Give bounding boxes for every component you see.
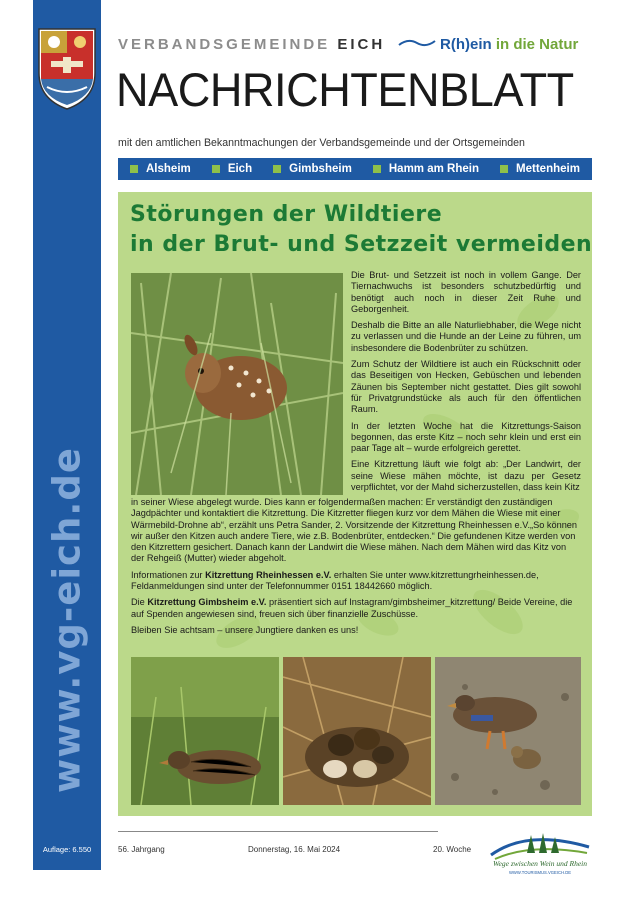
- headline-line-1: Störungen der Wildtiere: [130, 202, 443, 227]
- ducklings-in-nest-photo: [283, 657, 431, 805]
- village-item: [500, 163, 580, 175]
- info-paragraph-gimbsheim: [131, 597, 581, 620]
- tourism-slogan: Wege zwischen Wein und Rhein: [492, 859, 588, 868]
- municipality-title: [118, 36, 385, 53]
- tagline-rhein: R(h)ein: [440, 36, 492, 53]
- print-run: Auflage: 6.550: [42, 845, 92, 854]
- newspaper-title: NACHRICHTENBLATT: [116, 63, 574, 116]
- info-text: präsentiert sich auf Instagram/gimbsheimer_kitzrettung/ Beide Vereine, die auf Spenden angewiesen sind, freuen sich über finanzielle Zuschüsse.: [131, 597, 573, 619]
- volume-number: 56. Jahrgang: [118, 845, 165, 854]
- square-bullet-icon: [212, 165, 220, 173]
- issue-week: 20. Woche: [433, 845, 472, 854]
- headline-line-2: in der Brut- und Setzzeit vermeiden: [130, 232, 593, 257]
- square-bullet-icon: [373, 165, 381, 173]
- website-url-vertical[interactable]: www.vg-eich.de: [45, 447, 89, 793]
- tagline: [440, 36, 578, 53]
- article-paragraph: In der letzten Woche hat die Kitzrettungs-Saison begonnen, das erste Kitz – noch sehr klein und erst ein paar Tage alt – wurde erfolgreich gerettet.: [351, 420, 581, 454]
- tagline-natur: in die Natur: [495, 36, 579, 53]
- article-paragraph: Deshalb die Bitte an alle Naturliebhaber, die Wege nicht zu verlassen und die Hunde an der Leine zu führen, um insbesondere die Bodenbrüter zu schützen.: [351, 320, 581, 353]
- article-column-full: [131, 497, 581, 641]
- org-name: Kitzrettung Rheinhessen e.V.: [205, 569, 332, 580]
- municipality-name: EICH: [337, 36, 386, 53]
- village-item: [373, 163, 479, 175]
- square-bullet-icon: [273, 165, 281, 173]
- article-headline: [130, 200, 592, 260]
- tourism-url: WWW.TOURISMUS.VGEICH.DE: [508, 870, 572, 875]
- info-paragraph-rheinhessen: [131, 570, 581, 593]
- village-label: Hamm am Rhein: [388, 163, 479, 175]
- issue-date: Donnerstag, 16. Mai 2024: [248, 845, 341, 854]
- municipality-prefix: VERBANDSGEMEINDE: [118, 36, 331, 53]
- info-text: erhalten Sie unter www.kitzrettungrheinhessen.de, Feldanmeldungen sind unter der Telefonnummer 0151 18442660 möglich.: [131, 569, 539, 592]
- tourism-logo[interactable]: [487, 827, 593, 877]
- footer-divider: [118, 831, 438, 832]
- duck-with-duckling-photo: [435, 657, 581, 805]
- wave-icon: [398, 38, 436, 48]
- fawn-in-grass-photo: [131, 273, 343, 495]
- village-item: [273, 163, 352, 175]
- article-paragraph: Die Brut- und Setzzeit ist noch in vollem Gange. Der Tiernachwuchs ist besonders schutzbedürftig und benötigt auch noch in dieser Zeit Ruhe und Geborgenheit.: [351, 270, 581, 314]
- village-item: [212, 163, 252, 175]
- village-bar: [118, 158, 592, 180]
- village-label: Mettenheim: [516, 163, 580, 175]
- closing-line: Bleiben Sie achtsam – unsere Jungtiere danken es uns!: [131, 624, 359, 635]
- village-label: Alsheim: [146, 163, 191, 175]
- info-text: Informationen zur: [131, 569, 206, 580]
- square-bullet-icon: [130, 165, 138, 173]
- village-label: Gimbsheim: [289, 163, 352, 175]
- village-item: [130, 163, 191, 175]
- coat-of-arms-logo: [33, 25, 101, 113]
- info-text: Die: [131, 597, 148, 608]
- duck-on-grass-photo: [131, 657, 279, 805]
- article-column-right: [351, 270, 581, 493]
- newspaper-subline: mit den amtlichen Bekanntmachungen der Verbandsgemeinde und der Ortsgemeinden: [118, 137, 525, 149]
- article-paragraph: in seiner Wiese abgelegt wurde. Dies kann er folgendermaßen machen: Er verständigt den zuständigen Jagdpächter und kontaktiert die Kitzrettung. Die Kitzretter fliegen kurz vor dem Mähen die Wiese mit einer Wärmebild-Drohne ab“, erzählt uns Petra Sander, 2. Vorsitzende der Kitzrettung Rheinhessen e.V.„So können wir außer den Kitzen auch andere Tiere, wie z.B. Bodenbrüter, entdecken.“ Die gefundenen Kitze werden von den Kitzrettern gesichert. Danach kann der Landwirt die Wiese mähen. Nach dem Mähen wird das Kitz von der Rehgeiß (Mutter) wieder abgeholt.: [131, 497, 578, 564]
- org-name: Kitzrettung Gimbsheim e.V.: [147, 597, 267, 608]
- article-paragraph: Zum Schutz der Wildtiere ist auch ein Rückschnitt oder das Beseitigen von Hecken, Gebüschen und lebenden Zäunen bis September nicht gestattet. Dies gilt sowohl für Privatgrundstücke als auch für den öffentlichen Raum.: [351, 359, 581, 415]
- square-bullet-icon: [500, 165, 508, 173]
- article-paragraph: Eine Kitzrettung läuft wie folgt ab: „Der Landwirt, der seine Wiese mähen möchte, ist dazu per Gesetz verpflichtet, vor der Mahd sicherzustellen, dass kein Kitz: [351, 459, 581, 493]
- village-label: Eich: [227, 163, 253, 175]
